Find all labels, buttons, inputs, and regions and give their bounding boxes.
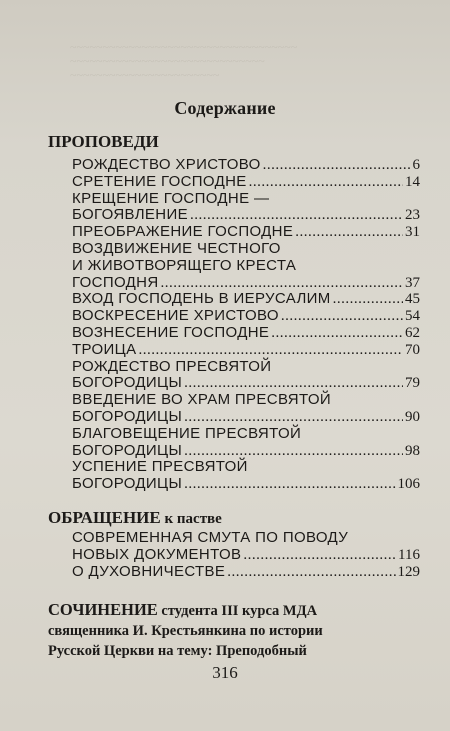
toc-entry-row	[72, 409, 420, 426]
page-title: Содержание	[174, 98, 276, 118]
toc-entry-page-number: 45	[405, 291, 420, 308]
toc-list-address	[72, 530, 420, 580]
toc-entry-title-line: ВОСКРЕСЕНИЕ ХРИСТОВО	[72, 307, 279, 325]
section-heading-address	[48, 508, 222, 528]
show-through-text: ~~~~~~~~~~~~~~~~~~~~~~~~~~~~~~~~~~~ ~~~~~~~~~~~~~~~~~~~~~~~~~~~~~~ ~~~~~~~~~~~~~~~~~~~~~~~	[70, 40, 298, 82]
essay-lead: СОЧИНЕНИЕ	[48, 600, 158, 619]
dot-leader	[249, 174, 403, 191]
toc-entry-title-line: БОГОРОДИЦЫ	[72, 475, 183, 493]
dot-leader	[295, 224, 403, 241]
toc-entry-title-line: КРЕЩЕНИЕ ГОСПОДНЕ —	[72, 189, 270, 207]
toc-entry	[72, 459, 420, 493]
toc-entry	[72, 359, 420, 393]
toc-entry-page-number: 6	[412, 157, 420, 173]
toc-entry	[72, 291, 420, 308]
toc-entry-row	[72, 342, 420, 359]
toc-entry-row	[72, 174, 420, 191]
dot-leader	[139, 342, 404, 359]
toc-entry-title-line: БОГОЯВЛЕНИЕ	[72, 206, 188, 224]
toc-entry-page-number: 98	[405, 442, 420, 459]
toc-entry-title-line: БОГОРОДИЦЫ	[72, 407, 183, 425]
section-heading-address-bold: ОБРАЩЕНИЕ	[48, 508, 161, 527]
toc-entry	[72, 564, 420, 581]
toc-entry-row	[72, 375, 420, 392]
toc-entry-page-number: 70	[405, 341, 420, 358]
dot-leader	[263, 157, 411, 174]
toc-entry	[72, 342, 420, 359]
page-number: 316	[212, 663, 238, 682]
toc-entry	[72, 157, 420, 174]
toc-entry-title-line: О ДУХОВНИЧЕСТВЕ	[72, 562, 226, 580]
toc-entry-title-line: ГОСПОДНЯ	[72, 273, 159, 291]
toc-entry-page-number: 129	[397, 563, 420, 580]
toc-entry	[72, 308, 420, 325]
toc-entry-title-line: БОГОРОДИЦЫ	[72, 441, 183, 459]
essay-line3: Русской Церкви на тему: Преподобный	[48, 643, 307, 659]
section-heading-sermons: ПРОПОВЕДИ	[48, 132, 159, 151]
toc-entry	[72, 224, 420, 241]
toc-entry-title-line: БЛАГОВЕЩЕНИЕ ПРЕСВЯТОЙ	[72, 424, 302, 442]
toc-entry-page-number: 23	[405, 207, 420, 224]
toc-entry-title-line: БОГОРОДИЦЫ	[72, 374, 183, 392]
toc-entry-title-line: НОВЫХ ДОКУМЕНТОВ	[72, 545, 242, 563]
toc-entry-title-line: СРЕТЕНИЕ ГОСПОДНЕ	[72, 172, 247, 190]
toc-entry-title-line: ПРЕОБРАЖЕНИЕ ГОСПОДНЕ	[72, 223, 294, 241]
toc-entry	[72, 241, 420, 291]
dot-leader	[184, 375, 403, 392]
toc-entry-row	[72, 224, 420, 241]
toc-entry	[72, 392, 420, 426]
toc-entry-page-number: 62	[405, 324, 420, 341]
toc-entry-row	[72, 207, 420, 224]
toc-entry-row	[72, 308, 420, 325]
toc-entry-title-line: ТРОИЦА	[72, 340, 137, 358]
toc-entry-row	[72, 325, 420, 342]
dot-leader	[227, 564, 395, 581]
toc-entry	[72, 191, 420, 225]
toc-entry-page-number: 14	[405, 173, 420, 190]
toc-entry-title-line: СОВРЕМЕННАЯ СМУТА ПО ПОВОДУ	[72, 529, 349, 546]
toc-entry-title-line: УСПЕНИЕ ПРЕСВЯТОЙ	[72, 458, 248, 476]
toc-entry-page-number: 116	[398, 546, 420, 563]
dot-leader	[184, 443, 403, 460]
dot-leader	[281, 308, 403, 325]
toc-entry-title-line: ВОЗНЕСЕНИЕ ГОСПОДНЕ	[72, 323, 270, 341]
toc-entry-row	[72, 564, 420, 581]
essay-line1-rest: студента III курса МДА	[157, 603, 318, 619]
toc-entry-row	[72, 291, 420, 308]
toc-entry-page-number: 90	[405, 408, 420, 425]
toc-entry-row	[72, 275, 420, 292]
toc-entry-title-line: ВОЗДВИЖЕНИЕ ЧЕСТНОГО	[72, 239, 281, 257]
essay-block	[48, 600, 428, 661]
toc-entry-title-line: ВВЕДЕНИЕ ВО ХРАМ ПРЕСВЯТОЙ	[72, 391, 331, 409]
toc-list-sermons	[72, 157, 420, 493]
toc-entry-title-line: ВХОД ГОСПОДЕНЬ В ИЕРУСАЛИМ	[72, 290, 331, 308]
toc-entry-page-number: 37	[405, 274, 420, 291]
toc-entry-row	[72, 547, 420, 564]
toc-entry-title-line: РОЖДЕСТВО ХРИСТОВО	[72, 156, 261, 173]
toc-entry	[72, 174, 420, 191]
dot-leader	[190, 207, 403, 224]
dot-leader	[243, 547, 396, 564]
toc-entry-page-number: 79	[405, 375, 420, 392]
essay-line2: священника И. Крестьянкина по истории	[48, 623, 323, 639]
section-heading-address-rest: к пастве	[160, 511, 222, 527]
toc-entry-row	[72, 476, 420, 493]
toc-entry	[72, 325, 420, 342]
toc-entry-title-line: И ЖИВОТВОРЯЩЕГО КРЕСТА	[72, 256, 297, 274]
dot-leader	[184, 409, 403, 426]
dot-leader	[184, 476, 395, 493]
toc-entry-row	[72, 443, 420, 460]
dot-leader	[271, 325, 403, 342]
dot-leader	[161, 275, 403, 292]
toc-entry-page-number: 106	[397, 476, 420, 493]
toc-entry-page-number: 31	[405, 224, 420, 241]
toc-entry	[72, 426, 420, 460]
toc-entry-row	[72, 157, 420, 174]
toc-entry-title-line: РОЖДЕСТВО ПРЕСВЯТОЙ	[72, 357, 272, 375]
toc-entry-page-number: 54	[405, 308, 420, 325]
toc-entry	[72, 530, 420, 564]
dot-leader	[333, 291, 403, 308]
